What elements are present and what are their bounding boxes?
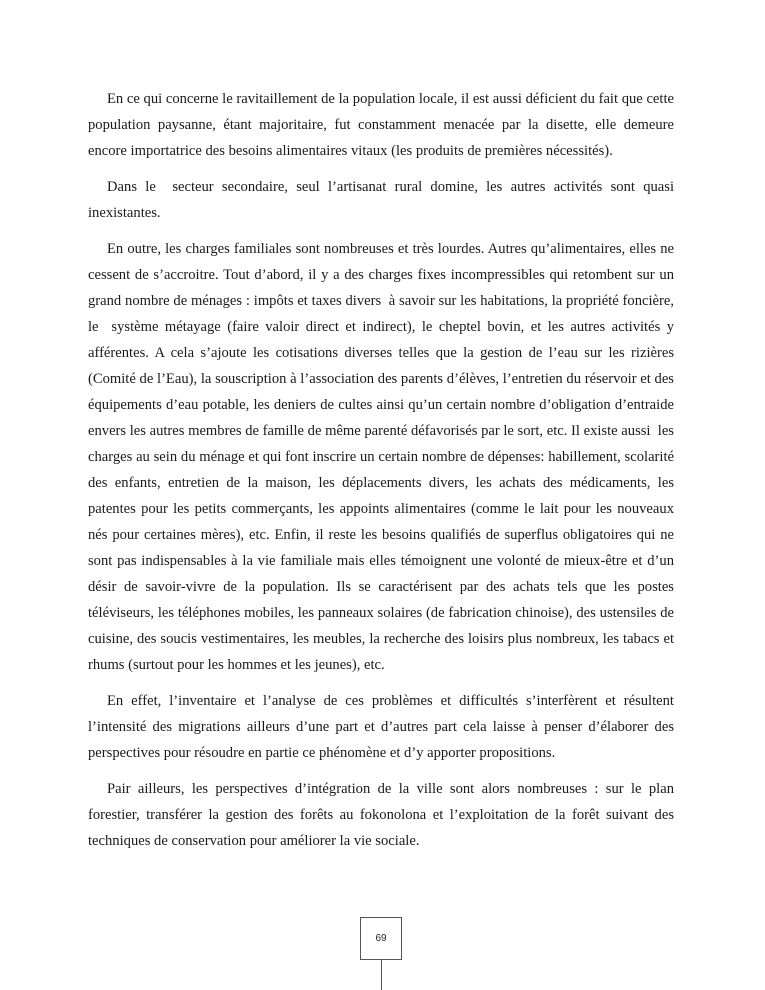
page-number: 69 (360, 917, 402, 960)
paragraph-secteur-secondaire: Dans le secteur secondaire, seul l’artisanat rural domine, les autres activités sont quasi inexistantes. (88, 179, 678, 221)
paragraph-charges-familiales: En outre, les charges familiales sont nombreuses et très lourdes. Autres qu’alimentaires, elles ne cessent de s’accroitre. Tout d’abord, il y a des charges fixes incompressibles qui retombent sur un grand nombre de ménages : impôts et taxes divers à savoir sur les habitations, la propriété foncière, le système métayage (faire valoir direct et indirect), le cheptel bovin, et les autres activités y afférentes. A cela s’ajoute les cotisations diverses telles que la gestion de l’eau sur les rizières (Comité de l’Eau), la souscription à l’association des parents d’élèves, l’entretien du réservoir et des équipements d’eau potable, les deniers de cultes ainsi qu’un certain nombre d’obligation d’entraide envers les autres membres de famille de même parenté défavorisés par le sort, etc. Il existe aussi les charges au sein du ménage et qui font inscrire un certain nombre de dépenses: habillement, scolarité des enfants, entretien de la maison, les déplacements divers, les achats des médicaments, les patentes pour les petits commerçants, les appoints alimentaires (comme le lait pour les nouveaux nés pour certaines mères), etc. Enfin, il reste les besoins qualifiés de superflus obligatoires qui ne sont pas indispensables à la vie familiale mais elles témoignent une volonté de mieux-être et d’un désir de savoir-vivre de la population. Ils se caractérisent par des achats tels que les postes téléviseurs, les téléphones mobiles, les panneaux solaires (de fabrication chinoise), des ustensiles de cuisine, des soucis vestimentaires, les meubles, la recherche des loisirs plus nombreux, les tabacs et rhums (surtout pour les hommes et les jeunes), etc. (88, 241, 678, 673)
paragraph-migrations: En effet, l’inventaire et l’analyse de ces problèmes et difficultés s’interfèrent et résultent l’intensité des migrations ailleurs d’une part et d’autres part cela laisse à penser d’élaborer des perspectives pour résoudre en partie ce phénomène et d’y apporter propositions. (88, 693, 678, 761)
page-number-connector-line (381, 960, 382, 990)
paragraph-ravitaillement: En ce qui concerne le ravitaillement de la population locale, il est aussi déficient du fait que cette population paysanne, étant majoritaire, fut constamment menacée par la disette, elle demeure encore importatrice des besoins alimentaires vitaux (les produits de premières nécessités). (88, 91, 678, 159)
document-body (88, 86, 678, 864)
paragraph-perspectives: Pair ailleurs, les perspectives d’intégration de la ville sont alors nombreuses : sur le plan forestier, transférer la gestion des forêts au fokonolona et l’exploitation de la forêt suivant des techniques de conservation pour améliorer la vie sociale. (88, 781, 678, 849)
